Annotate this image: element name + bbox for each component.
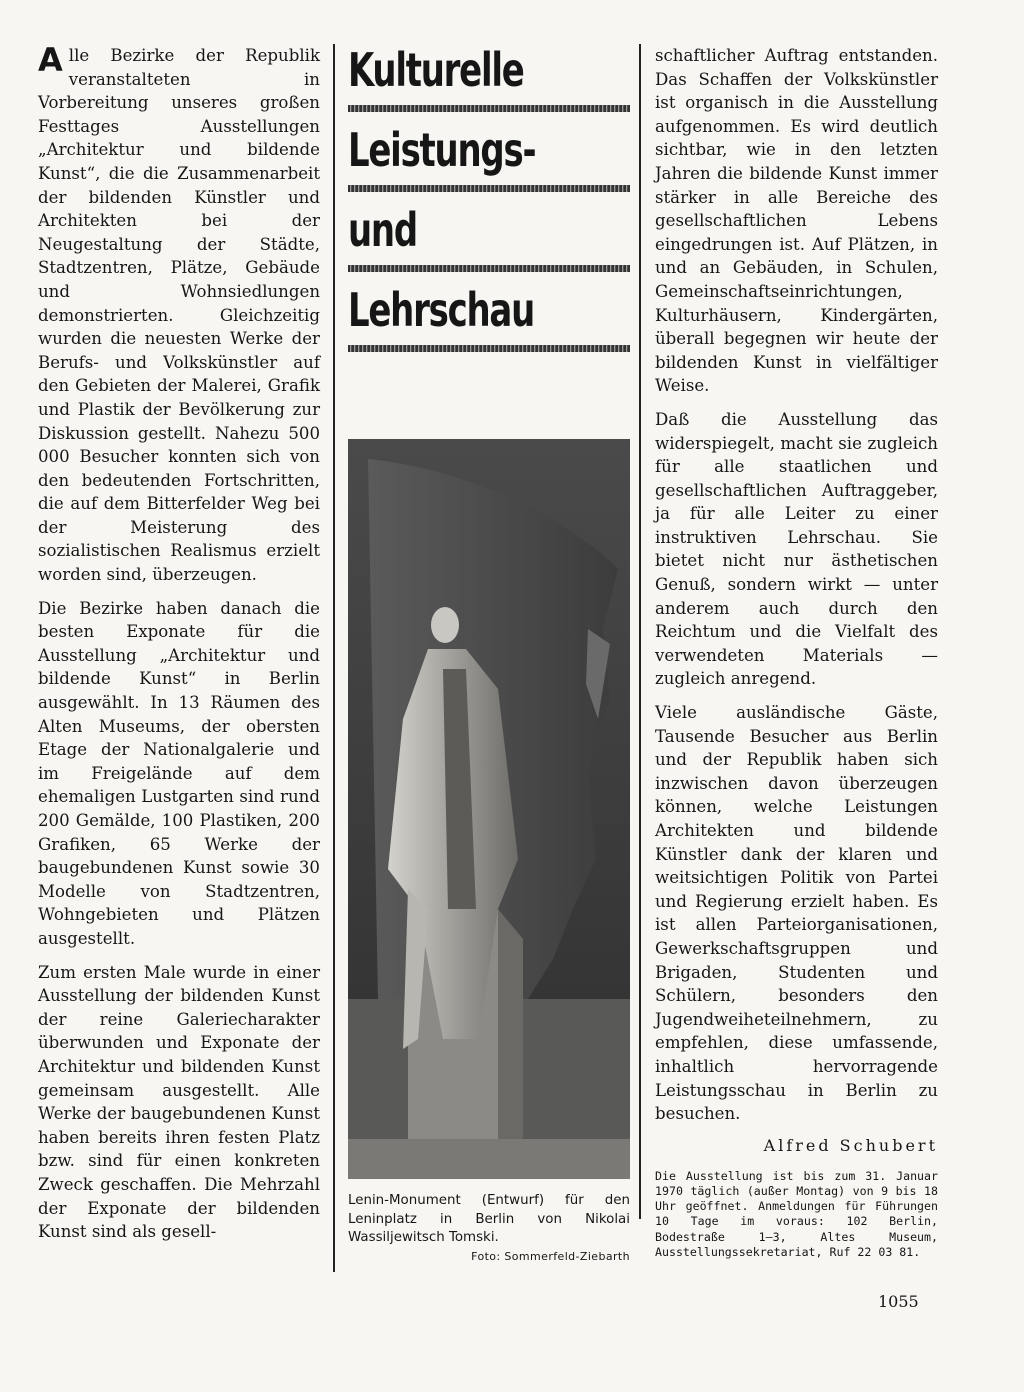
paragraph-intro-text: lle Bezirke der Republik veranstalteten in Vorbereitung unseres großen Festtages Ausstellungen „Architektur und bildende Kunst“, die die Zusammenarbeit der bildenden Künstler und Architekten bei der Neugestaltung der Städte, Stadtzentren, Plätze, Gebäude und Wohnsiedlungen demonstrierten. Gleichzeitig wurden die neuesten Werke der Berufs- und Volkskünstler auf den Gebieten der Malerei, Grafik und Plastik der Bevölkerung zur Diskussion gestellt. Nahezu 500 000 Besucher konnten sich von den bedeutenden Fortschritten, die auf dem Bitterfelder Weg bei der Meisterung des sozialistischen Realismus erzielt worden sind, überzeugen. <box>38 46 320 585</box>
headline-rule <box>348 265 630 272</box>
drop-cap: A <box>38 41 63 79</box>
paragraph-visitors: Viele ausländische Gäste, Tausende Besucher aus Berlin und der Republik haben sich inzwischen davon überzeugen können, welche Leistungen Architekten und bildende Künstler dank der klaren und weitsichtigen Politik von Partei und Regierung erzielt haben. Es ist allen Parteiorganisationen, Gewerkschaftsgruppen und Brigaden, Studenten und Schülern, besonders den Jugendweiheteilnehmern, zu empfehlen, diese umfassende, inhaltlich hervorragende Leistungsschau in Berlin zu besuchen. <box>655 703 938 1124</box>
column-right <box>655 44 938 1260</box>
monument-photo <box>348 439 630 1179</box>
column-rule-left <box>333 44 335 1272</box>
paragraph-continuation: schaftlicher Auftrag entstanden. Das Schaffen der Volkskünstler ist organisch in die Ausstellung aufgenommen. Es wird deutlich sichtbar, wie in den letzten Jahren die bildende Kunst immer stärker in alle Bereiche des gesellschaftlichen Lebens eingedrungen ist. Auf Plätzen, in und an Gebäuden, in Schulen, Gemeinschaftseinrichtungen, Kulturhäusern, Kindergärten, überall begegnen wir heute der bildenden Kunst in vielfältiger Weise. <box>655 46 938 396</box>
photo-caption: Lenin-Monument (Entwurf) für den Leninplatz in Berlin von Nikolai Wassiljewitsch Tomski. <box>348 1193 630 1246</box>
headline-rule <box>348 105 630 112</box>
column-rule-right <box>639 44 641 1219</box>
headline-rule <box>348 345 630 352</box>
headline-rule <box>348 185 630 192</box>
exhibition-info-note: Die Ausstellung ist bis zum 31. Januar 1970 täglich (außer Montag) von 9 bis 18 Uhr geöffnet. Anmeldungen für Führungen 10 Tage im voraus: 102 Berlin, Bodestraße 1–3, Altes Museum, Ausstellungssekretariat, Ruf 22 03 81. <box>655 1168 938 1259</box>
paragraph-lehrschau: Daß die Ausstellung das widerspiegelt, macht sie zugleich für alle staatlichen und gesellschaftlichen Auftraggeber, ja für alle Leiter zu einer instruktiven Lehrschau. Sie bietet nicht nur ästhetischen Genuß, sondern wirkt — unter anderem auch durch den Reichtum und die Vielfalt des verwendeten Materials — zugleich anregend. <box>655 409 938 689</box>
page-number: 1055 <box>878 1292 919 1311</box>
column-middle <box>348 44 630 1274</box>
headline-line-1: Kulturelle <box>348 43 524 97</box>
monument-illustration <box>348 439 630 1179</box>
paragraph-exhibits: Die Bezirke haben danach die besten Exponate für die Ausstellung „Architektur und bildende Kunst“ in Berlin ausgewählt. In 13 Räumen des Alten Museums, der obersten Etage der Nationalgalerie und im Freigelände auf dem ehemaligen Lustgarten sind rund 200 Gemälde, 100 Plastiken, 200 Grafiken, 65 Werke der baugebundenen Kunst sowie 30 Modelle von Stadtzentren, Wohngebieten und Plätzen ausgestellt. <box>38 598 320 948</box>
paragraph-intro <box>38 41 320 587</box>
photo-credit: Foto: Sommerfeld-Ziebarth <box>471 1250 630 1263</box>
headline-line-2: Leistungs- <box>348 123 536 177</box>
paragraph-first-time: Zum ersten Male wurde in einer Ausstellung der bildenden Kunst der reine Galeriecharakter überwunden und Exponate der Architektur und bildenden Kunst gemeinsam ausgestellt. Alle Werke der baugebundenen Kunst haben bereits ihren festen Platz bzw. sind für einen konkreten Zweck geschaffen. Die Mehrzahl der Exponate der bildenden Kunst sind als gesell- <box>38 962 320 1242</box>
headline-line-4: Lehrschau <box>348 283 535 337</box>
author-signature: Alfred Schubert <box>763 1135 938 1155</box>
column-left <box>38 41 320 1254</box>
headline <box>348 44 630 352</box>
headline-line-3: und <box>348 203 417 257</box>
